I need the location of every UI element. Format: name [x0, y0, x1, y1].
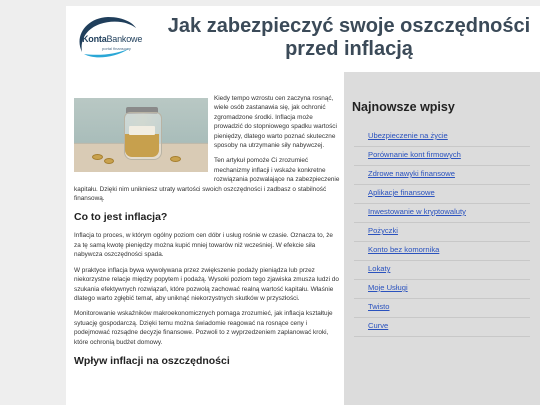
inflation-paragraph-1: Inflacja to proces, w którym ogólny poziom cen dóbr i usług rośnie w czasie. Oznacza to, że za tę samą kwotę pieniędzy można kupić mniej towarów niż wcześniej. W efekcie siła nabywcza oszczędności spada. [74, 232, 333, 259]
logo-tagline: portal finansowy [102, 46, 131, 51]
page-title: Jak zabezpieczyć swoje oszczędności przed inflacją [167, 15, 531, 60]
recent-posts-list [354, 128, 530, 337]
sidebar-item-lokaty[interactable]: Lokaty [354, 261, 530, 280]
intro-paragraph-2: Ten artykuł pomoże Ci zrozumieć mechanizmy inflacji i wskaże konkretne rozwiązania pozwalające na zabezpieczenie kapitału. Dzięki nim unikniesz utraty wartości swoich oszczędności i zadbasz o stabilność finansową. [74, 157, 340, 203]
inflation-paragraph-3: Monitorowanie wskaźników makroekonomicznych pomaga zrozumieć, jak inflacja kształtuje sytuację gospodarczą. Dzięki temu można świadomie reagować na rosnące ceny i podejmować rozsądne decyzje finansowe. Pozwoli to z wyprzedzeniem zaplanować kroki, które ochronią budżet domowy. [74, 310, 333, 346]
sidebar-item-aplikacje[interactable]: Aplikacje finansowe [354, 185, 530, 204]
sidebar-item-ubezpieczenie[interactable]: Ubezpieczenie na życie [354, 128, 530, 147]
logo-brand-light: Bankowe [106, 34, 143, 44]
sidebar-item-konto-bez-komornika[interactable]: Konto bez komornika [354, 242, 530, 261]
sidebar-item-moje-uslugi[interactable]: Moje Usługi [354, 280, 530, 299]
sidebar-item-curve[interactable]: Curve [354, 318, 530, 337]
sidebar-item-kryptowaluty[interactable]: Inwestowanie w kryptowaluty [354, 204, 530, 223]
logo-text [82, 34, 142, 44]
article-hero-image [74, 98, 208, 172]
sidebar-item-zdrowe-nawyki[interactable]: Zdrowe nawyki finansowe [354, 166, 530, 185]
sidebar-item-porownanie-kont[interactable]: Porównanie kont firmowych [354, 147, 530, 166]
sidebar [344, 72, 540, 405]
inflation-paragraph-2: W praktyce inflacja bywa wywoływana przez zwiększenie podaży pieniądza lub przez niekorzystne relacje między popytem i podażą. Wysoki poziom tego zjawiska zmusza ludzi do szukania efektywnych rozwiązań, które pozwolą zachować realną wartość kapitału. Właśnie dlatego warto zgłębić temat, aby uniknąć niekorzystnych skutków w przyszłości. [74, 266, 339, 302]
jar-label [129, 126, 155, 135]
site-logo[interactable] [72, 12, 152, 62]
coin-icon [92, 154, 103, 160]
coin-icon [170, 156, 181, 162]
heading-inflation-impact: Wpływ inflacji na oszczędności [74, 354, 230, 367]
sidebar-title: Najnowsze wpisy [352, 100, 455, 114]
header [66, 6, 540, 66]
coin-icon [104, 158, 114, 164]
page [66, 6, 540, 405]
intro-paragraph-1: Kiedy tempo wzrostu cen zaczyna rosnąć, wiele osób zastanawia się, jak ochronić zgromadzone środki. Inflacja może prowadzić do stopniowego spadku wartości pieniędzy, dlatego warto poznać skuteczne sposoby na utrzymanie siły nabywczej. [214, 95, 337, 150]
sidebar-item-pozyczki[interactable]: Pożyczki [354, 223, 530, 242]
heading-what-is-inflation: Co to jest inflacja? [74, 211, 168, 224]
jar-coins [125, 134, 159, 157]
logo-brand-bold: Konta [82, 34, 107, 44]
sidebar-item-twisto[interactable]: Twisto [354, 299, 530, 318]
article-content [74, 88, 340, 375]
